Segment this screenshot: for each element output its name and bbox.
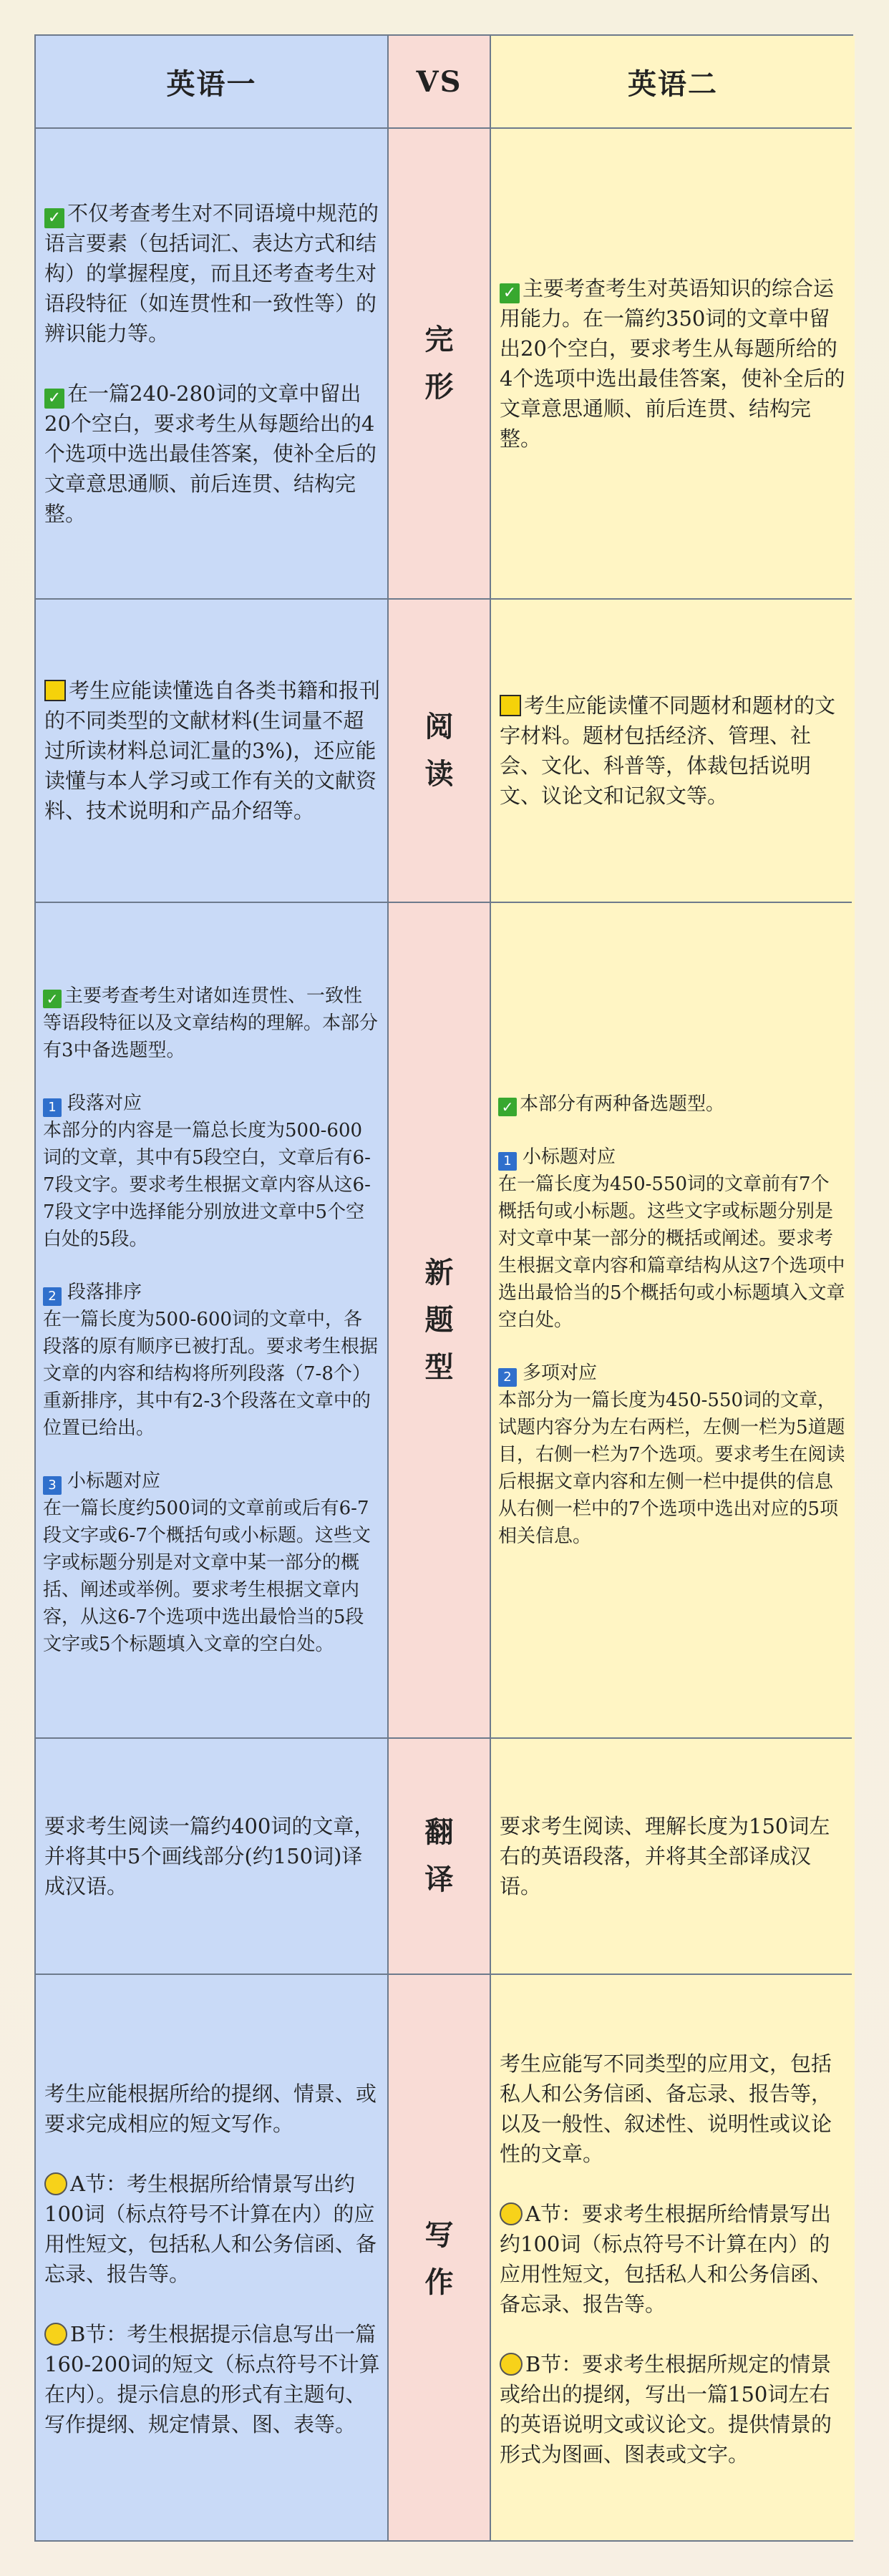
header-vs: VS [416, 64, 462, 99]
writing-left-cell [36, 1975, 387, 2543]
new-right-item-title: 小标题对应 [523, 1146, 616, 1168]
new-left-item-body: 在一篇长度约500词的文章前或后有6-7段文字或6-7个概括句或小标题。这些文字或标题分别是对文章中某一部分的概括、阐述或举例。要求考生根据文章内容，从这6-7个选项中选出最恰当的5段文字或5个标题填入文章的空白处。 [43, 1498, 371, 1655]
category-writing [387, 1975, 491, 2543]
cloze-right-cell [491, 129, 855, 598]
new-left-cell [36, 903, 387, 1737]
new-right-intro: 本部分有两种备选题型。 [520, 1093, 725, 1115]
header-english-one: 英语一 [166, 67, 257, 101]
new-right-cell [491, 903, 855, 1737]
check-mark-icon: ✓ [500, 283, 520, 303]
yellow-circle-icon [500, 2202, 523, 2225]
cloze-right-text: 主要考查考生对英语知识的综合运用能力。在一篇约350词的文章中留出20个空白，要求考生从每题所给的4个选项中选出最佳答案，使补全后的文章意思通顺、前后连贯、结构完整。 [500, 276, 845, 451]
writing-right-intro: 考生应能写不同类型的应用文，包括私人和公务信函、备忘录、报告等，以及一般性、叙述性、说明性或议论性的文章。 [500, 2051, 832, 2166]
yellow-square-icon [500, 695, 521, 716]
category-char: 题 [424, 1303, 454, 1337]
new-right-item-title: 多项对应 [523, 1362, 598, 1384]
category-char: 翻 [424, 1815, 454, 1849]
number-badge-icon: 1 [498, 1152, 517, 1171]
new-left-item-title: 段落排序 [67, 1282, 142, 1303]
new-left-item-body: 本部分的内容是一篇总长度为500-600词的文章，其中有5段空白，文章后有6-7段文字。要求考生根据文章内容从这6-7段文字中选择能分别放进文章中5个空白处的5段。 [43, 1120, 371, 1250]
writing-left-section-b: B节：考生根据提示信息写出一篇160-200词的短文（标点符号不计算在内）。提示信息的形式有主题句、写作提纲、规定情景、图、表等。 [44, 2322, 380, 2436]
number-badge-icon: 2 [498, 1368, 517, 1387]
header-english-two: 英语二 [628, 67, 718, 101]
category-char: 作 [424, 2265, 454, 2299]
category-new-types [387, 903, 491, 1737]
category-cloze [387, 129, 491, 598]
writing-right-cell [491, 1975, 855, 2543]
number-badge-icon: 1 [43, 1098, 62, 1117]
category-char: 完 [424, 323, 454, 356]
writing-right-section-b: B节：要求考生根据所规定的情景或给出的提纲，写出一篇150词左右的英语说明文或议论文。提供情景的形式为图画、图表或文字。 [500, 2352, 832, 2467]
writing-right-section-a: A节：要求考生根据所给情景写出约100词（标点符号不计算在内）的应用性短文，包括私人和公务信函、备忘录、报告等。 [500, 2202, 832, 2316]
category-char: 读 [424, 757, 454, 791]
category-char: 新 [424, 1256, 454, 1289]
new-left-item-title: 小标题对应 [67, 1470, 161, 1492]
yellow-circle-icon [44, 2323, 67, 2346]
new-left-intro: 主要考查考生对诸如连贯性、一致性等语段特征以及文章结构的理解。本部分有3中备选题型。 [43, 985, 379, 1061]
number-badge-icon: 3 [43, 1476, 62, 1495]
category-char: 形 [424, 370, 454, 404]
yellow-square-icon [44, 680, 66, 701]
cloze-left-text-2: 在一篇240-280词的文章中留出20个空白，要求考生从每题给出的4个选项中选出最佳答案，使补全后的文章意思通顺、前后连贯、结构完整。 [44, 381, 377, 526]
cloze-left-cell [36, 129, 387, 598]
reading-right-cell [491, 600, 855, 902]
category-char: 阅 [424, 710, 454, 743]
new-left-item-body: 在一篇长度为500-600词的文章中，各段落的原有顺序已被打乱。要求考生根据文章的内容和结构将所列段落（7-8个）重新排序，其中有2-3个段落在文章中的位置已给出。 [43, 1309, 379, 1439]
category-char: 型 [424, 1350, 454, 1384]
check-mark-icon: ✓ [498, 1098, 517, 1116]
category-char: 译 [424, 1863, 454, 1896]
reading-left-cell [36, 600, 387, 902]
translation-left-cell [36, 1739, 387, 1974]
yellow-circle-icon [500, 2353, 523, 2376]
new-right-item-body: 本部分为一篇长度为450-550词的文章，试题内容分为左右两栏，左侧一栏为5道题目，右侧一栏为7个选项。要求考生在阅读后根据文章内容和左侧一栏中提供的信息从右侧一栏中的7个选项中选出对应的5项相关信息。 [498, 1390, 845, 1547]
comparison-table [34, 34, 853, 2542]
check-mark-icon: ✓ [43, 990, 62, 1008]
new-right-item-body: 在一篇长度为450-550词的文章前有7个概括句或小标题。这些文字或标题分别是对文章中某一部分的概括或阐述。要求考生根据文章内容和篇章结构从这7个选项中选出最恰当的5个概括句或小标题填入文章空白处。 [498, 1174, 845, 1331]
category-char: 写 [424, 2218, 454, 2252]
reading-left-text: 考生应能读懂选自各类书籍和报刊的不同类型的文献材料(生词量不超过所读材料总词汇量的3%)，还应能读懂与本人学习或工作有关的文献资料、技术说明和产品介绍等。 [44, 678, 381, 823]
translation-right-text: 要求考生阅读、理解长度为150词左右的英语段落，并将其全部译成汉语。 [500, 1814, 830, 1898]
writing-left-section-a: A节：考生根据所给情景写出约100词（标点符号不计算在内）的应用性短文，包括私人和公务信函、备忘录、报告等。 [44, 2172, 377, 2286]
translation-left-text: 要求考生阅读一篇约400词的文章，并将其中5个画线部分(约150词)译成汉语。 [44, 1814, 375, 1898]
yellow-circle-icon [44, 2172, 67, 2195]
number-badge-icon: 2 [43, 1287, 62, 1306]
category-translation [387, 1739, 491, 1974]
new-left-item-title: 段落对应 [67, 1093, 142, 1114]
translation-right-cell [491, 1739, 855, 1974]
writing-left-intro: 考生应能根据所给的提纲、情景、或要求完成相应的短文写作。 [44, 2082, 377, 2136]
check-mark-icon: ✓ [44, 389, 64, 409]
category-reading [387, 600, 491, 902]
reading-right-text: 考生应能读懂不同题材和题材的文字材料。题材包括经济、管理、社会、文化、科普等，体裁包括说明文、议论文和记叙文等。 [500, 693, 836, 808]
check-mark-icon: ✓ [44, 208, 64, 228]
cloze-left-text-1: 不仅考查考生对不同语境中规范的语言要素（包括词汇、表达方式和结构）的掌握程度，而且还考查考生对语段特征（如连贯性和一致性等）的辨识能力等。 [44, 201, 379, 346]
